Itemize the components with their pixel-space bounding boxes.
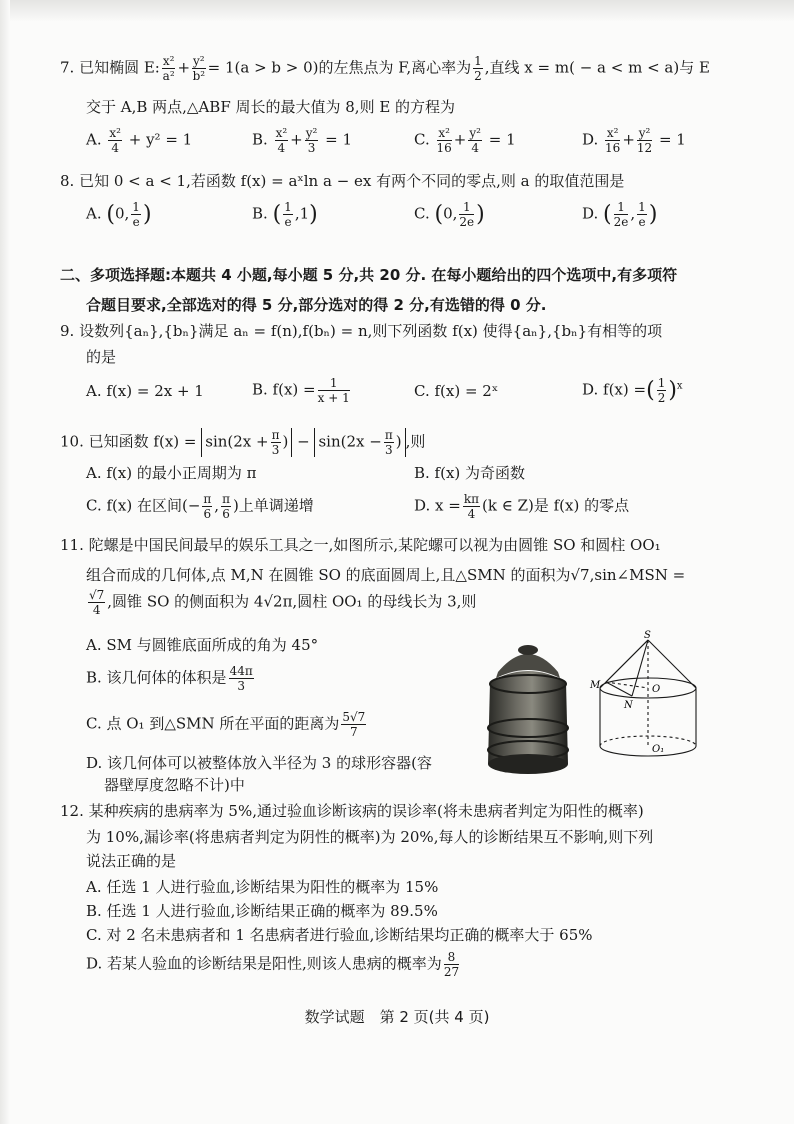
q10-abs1-num: π xyxy=(271,428,280,442)
q7-opt-b-label: B. xyxy=(252,130,268,149)
q10-option-c xyxy=(86,492,314,521)
q10-abs2-text: sin(2x − xyxy=(318,432,382,451)
q11-option-d-line2: 器壁厚度忽略不计)中 xyxy=(104,776,245,794)
q10-opt-c-frac1 xyxy=(202,492,212,521)
q12-line3: 说法正确的是 xyxy=(86,852,177,870)
q9-opt-b-frac xyxy=(318,376,350,405)
q11-sin-frac xyxy=(88,588,105,617)
q7-option-d: D. $\frac{\text{x²}}{16}$ + $\frac{\text{y²}}{12}$ = 1 xyxy=(582,126,686,155)
q11-option-d-line1: D. 该几何体可以被整体放入半径为 3 的球形容器(容 xyxy=(86,754,432,772)
q7-opt-c-yden: 4 xyxy=(471,141,479,155)
q10-abs1: sin(2x + $\frac{\pi}{3}$ ) xyxy=(201,428,292,457)
q7-opt-d-xden: 16 xyxy=(605,141,621,155)
q10-abs1-frac xyxy=(271,428,281,457)
q7-opt-d-frac-y xyxy=(637,126,652,155)
q12-option-a: A. 任选 1 人进行验血,诊断结果为阳性的概率为 15% xyxy=(86,878,439,896)
cone-cylinder-diagram xyxy=(588,630,708,768)
q9-opt-d-exp: x xyxy=(676,380,683,392)
q7-opt-b-frac-x xyxy=(275,126,289,155)
q11-number: 11. xyxy=(60,536,84,554)
q7-opt-c-frac-y xyxy=(468,126,482,155)
q8-opt-c-num: 1 xyxy=(459,200,474,215)
section-2-header-line2: 合题目要求,全部选对的得 5 分,部分选对的得 2 分,有选错的得 0 分. xyxy=(86,296,547,314)
q7-eq-x-num: x² xyxy=(162,54,175,68)
q11-opt-c-frac xyxy=(341,710,366,739)
q10-opt-d-frac xyxy=(463,492,480,521)
q11-opt-b-frac xyxy=(229,664,254,693)
q7-opt-c-ynum: y² xyxy=(469,126,481,140)
q12-opt-d-pre: D. 若某人验血的诊断结果是阳性,则该人患病的概率为 xyxy=(86,954,442,973)
q8-opt-a-pre: 0, xyxy=(114,204,130,223)
q10-abs2-frac xyxy=(384,428,394,457)
q7-opt-a-rest: + y² = 1 xyxy=(128,130,193,149)
q9-line1 xyxy=(60,322,662,341)
q10-stem: 10. 已知函数 f(x) = sin(2x + $\frac{\pi}{3}$ ) − sin(2x − $\frac{\pi}{3}$ ) ,则 xyxy=(60,428,426,457)
q10-abs2: sin(2x − $\frac{\pi}{3}$ ) xyxy=(314,428,405,457)
q11-sin-num: √7 xyxy=(89,588,105,602)
diagram-label-o: O xyxy=(652,684,661,695)
q7-opt-c-rest: = 1 xyxy=(488,130,516,149)
q7-option-c: C. $\frac{\text{x²}}{16}$ + $\frac{\text{y²}}{4}$ = 1 xyxy=(414,126,516,155)
q12-line1-text: 某种疾病的患病率为 5%,通过验血诊断该病的误诊率(将未患病者判定为阳性的概率) xyxy=(88,802,644,820)
q10-abs1-text: sin(2x + xyxy=(205,432,269,451)
q10-opt-d-post: (k ∈ Z)是 f(x) 的零点 xyxy=(482,496,630,515)
q8-opt-c-open: ( xyxy=(434,201,444,227)
q8-opt-d-open: ( xyxy=(603,201,612,227)
q9-opt-d-frac xyxy=(657,376,667,405)
q8-opt-b-den: e xyxy=(284,215,292,229)
q9-opt-d-num: 1 xyxy=(657,376,666,390)
q8-opt-b-label: B. xyxy=(252,204,268,223)
q7-stem-b: = 1(a > b > 0)的左焦点为 F,离心率为 xyxy=(207,58,472,77)
q7-eq-y-num: y² xyxy=(193,54,205,68)
q8-opt-d-frac2 xyxy=(637,200,647,229)
q8-opt-d-close: ) xyxy=(648,201,658,227)
q7-ecc-fraction xyxy=(473,54,483,83)
q9-line1-text: 设数列{aₙ},{bₙ}满足 aₙ = f(n),f(bₙ) = n,则下列函数 f(x) 使得{aₙ},{bₙ}有相等的项 xyxy=(79,322,663,340)
q10-opt-d-num: kπ xyxy=(463,492,479,506)
q10-abs1-den: 3 xyxy=(271,443,280,457)
q7-opt-d-rest: = 1 xyxy=(658,130,686,149)
q8-opt-a-num: 1 xyxy=(132,200,140,214)
q7-number: 7. xyxy=(60,58,75,77)
q8-opt-b-frac xyxy=(283,200,293,229)
q11-opt-c-num: 5√7 xyxy=(342,710,366,724)
q9-line2: 的是 xyxy=(86,348,117,366)
q8-opt-c-frac xyxy=(459,200,474,229)
q8-option-a xyxy=(86,200,152,229)
diagram-label-o1: O₁ xyxy=(652,744,665,755)
q12-opt-d-num: 8 xyxy=(444,950,459,965)
q11-line3-text: ,圆锥 SO 的侧面积为 4√2π,圆柱 OO₁ 的母线长为 3,则 xyxy=(107,592,477,611)
q8-opt-c-label: C. xyxy=(414,204,430,223)
q7-opt-b-xnum: x² xyxy=(275,126,288,140)
q7-opt-d-xnum: x² xyxy=(606,126,619,140)
q11-line1 xyxy=(60,536,661,555)
q7-opt-d-yden: 12 xyxy=(636,141,653,155)
q7-opt-a-frac xyxy=(108,126,122,155)
q12-number: 12. xyxy=(60,802,84,820)
q7-opt-d-ynum: y² xyxy=(638,126,651,140)
q7-line1: 7. 已知椭圆 E: $\frac{\text{x²}}{\text{a²}}$ + $\frac{\text{y²}}{\text{b²}}$ = 1(a > b > 0)的左焦点为 F,离心率为 $\frac{1}{2}$ ,直线 x = m( − a < m < a)与 E xyxy=(60,54,710,83)
q8-opt-d-num2: 1 xyxy=(638,200,646,214)
q10-option-b: B. f(x) 为奇函数 xyxy=(414,464,526,482)
q11-option-c xyxy=(86,710,368,739)
q12-line2: 为 10%,漏诊率(将患病者判定为阴性的概率)为 20%,每人的诊断结果互不影响,则下列 xyxy=(86,828,654,846)
q11-opt-b-pre: B. 该几何体的体积是 xyxy=(86,668,227,687)
q10-opt-c-post: )上单调递增 xyxy=(232,496,314,515)
q11-option-a: A. SM 与圆锥底面所成的角为 45° xyxy=(86,636,319,654)
q10-opt-c-num1: π xyxy=(203,492,212,506)
q9-opt-b-pre: B. f(x) = xyxy=(252,380,316,399)
q7-opt-a-num: x² xyxy=(109,126,121,140)
q8-opt-d-num1: 1 xyxy=(614,200,629,215)
q10-opt-d-pre: D. x = xyxy=(414,496,461,515)
q8-stem xyxy=(60,172,624,191)
section-2-header-line1: 二、多项选择题:本题共 4 小题,每小题 5 分,共 20 分. 在每小题给出的四个选项中,有多项符 xyxy=(60,266,678,284)
page-footer: 数学试题 第 2 页(共 4 页) xyxy=(304,1008,490,1026)
q7-opt-c-xnum: x² xyxy=(438,126,450,140)
q10-opt-c-num2: π xyxy=(222,492,230,506)
q7-eq-y-den: b² xyxy=(192,69,206,83)
q7-stem-a: 已知椭圆 E: xyxy=(79,58,160,77)
q7-option-a xyxy=(86,126,192,155)
q7-opt-b-rest: = 1 xyxy=(325,130,352,149)
q10-number: 10. xyxy=(60,432,84,451)
q9-opt-b-num: 1 xyxy=(318,376,350,391)
q10-opt-c-frac2 xyxy=(221,492,231,521)
q7-opt-b-xden: 4 xyxy=(277,141,286,155)
q10-option-d xyxy=(414,492,629,521)
q10-stem-pre: 已知函数 f(x) = xyxy=(88,432,197,451)
q8-opt-b-close: ) xyxy=(309,201,318,227)
q7-opt-d-frac-x xyxy=(605,126,620,155)
q10-abs2-num: π xyxy=(384,428,393,442)
q12-line1 xyxy=(60,802,644,821)
q7-opt-d-label: D. xyxy=(582,130,599,149)
q7-opt-c-frac-x xyxy=(437,126,452,155)
q9-option-a: A. f(x) = 2x + 1 xyxy=(86,382,204,400)
q11-line3 xyxy=(86,588,476,617)
q9-option-b xyxy=(252,376,352,405)
q10-opt-d-den: 4 xyxy=(467,507,476,521)
q7-line2: 交于 A,B 两点,△ABF 周长的最大值为 8,则 E 的方程为 xyxy=(86,98,456,116)
q10-opt-c-den1: 6 xyxy=(203,507,212,521)
q11-opt-c-den: 7 xyxy=(350,725,358,739)
q8-opt-a-frac xyxy=(131,200,141,229)
spinning-top-icon xyxy=(468,632,588,778)
q8-option-b xyxy=(252,200,318,229)
diagram-label-n: N xyxy=(624,700,633,711)
q9-opt-d-pre: D. f(x) = xyxy=(582,380,647,399)
q9-opt-b-den: x + 1 xyxy=(317,391,350,405)
q8-opt-b-open: ( xyxy=(272,201,282,227)
q7-opt-b-frac-y xyxy=(305,126,319,155)
q7-eq-x-fraction xyxy=(162,54,176,83)
q8-opt-d-frac1 xyxy=(614,200,629,229)
q7-opt-c-xden: 16 xyxy=(436,141,452,155)
q8-opt-b-post: ,1 xyxy=(294,204,310,223)
q7-ecc-den: 2 xyxy=(474,69,482,83)
q8-opt-b-num: 1 xyxy=(284,200,292,214)
q12-option-b: B. 任选 1 人进行验血,诊断结果正确的概率为 89.5% xyxy=(86,902,438,920)
q11-option-b xyxy=(86,664,256,693)
q7-opt-a-label: A. xyxy=(86,130,102,149)
q7-eq-x-den: a² xyxy=(162,69,175,83)
q8-opt-a-den: e xyxy=(132,215,140,229)
q8-opt-c-pre: 0, xyxy=(443,204,458,223)
q11-opt-b-num: 44π xyxy=(229,664,253,678)
q7-opt-b-ynum: y² xyxy=(305,126,318,140)
q7-eq-y-fraction xyxy=(192,54,206,83)
q7-stem-c: ,直线 x = m( − a < m < a)与 E xyxy=(484,58,710,77)
q11-sin-den: 4 xyxy=(92,603,101,617)
q8-stem-text: 已知 0 < a < 1,若函数 f(x) = aˣln a − ex 有两个不同的零点,则 a 的取值范围是 xyxy=(79,172,625,190)
q8-opt-d-den2: e xyxy=(638,215,646,229)
q8-opt-c-den: 2e xyxy=(459,215,475,229)
q10-opt-c-mid: , xyxy=(214,496,220,515)
diagram-label-m: M xyxy=(590,680,601,691)
q8-opt-a-open: ( xyxy=(106,201,115,227)
q10-option-a: A. f(x) 的最小正周期为 π xyxy=(86,464,257,482)
q8-opt-c-close: ) xyxy=(476,201,485,227)
q8-opt-a-close: ) xyxy=(142,201,152,227)
q8-opt-a-label: A. xyxy=(86,204,102,223)
q8-option-c xyxy=(414,200,485,229)
q11-line2: 组合而成的几何体,点 M,N 在圆锥 SO 的底面圆周上,且△SMN 的面积为√7,sin∠MSN = xyxy=(86,566,686,584)
q10-stem-post: ,则 xyxy=(405,432,426,451)
spinning-top-photo xyxy=(468,632,588,778)
q9-opt-d-den: 2 xyxy=(657,391,666,405)
q12-opt-d-frac xyxy=(444,950,459,979)
q11-opt-b-den: 3 xyxy=(237,679,245,693)
q12-option-c: C. 对 2 名未患病者和 1 名患病者进行验血,诊断结果均正确的概率大于 65% xyxy=(86,926,593,944)
q10-opt-c-pre: C. f(x) 在区间(− xyxy=(86,496,201,515)
q10-abs2-den: 3 xyxy=(384,443,393,457)
q10-opt-c-den2: 6 xyxy=(222,507,230,521)
q7-opt-a-den: 4 xyxy=(111,141,119,155)
q11-line1-text: 陀螺是中国民间最早的娱乐工具之一,如图所示,某陀螺可以视为由圆锥 SO 和圆柱 OO₁ xyxy=(88,536,661,554)
q8-opt-d-label: D. xyxy=(582,204,599,223)
q7-option-b: B. $\frac{\text{x²}}{4}$ + $\frac{\text{y²}}{3}$ = 1 xyxy=(252,126,352,155)
q12-opt-d-den: 27 xyxy=(443,965,460,979)
q8-opt-d-den1: 2e xyxy=(613,215,629,229)
q7-ecc-num: 1 xyxy=(474,54,482,68)
q9-option-c: C. f(x) = 2ˣ xyxy=(414,382,499,400)
q9-number: 9. xyxy=(60,322,75,340)
q7-opt-c-label: C. xyxy=(414,130,430,149)
q8-number: 8. xyxy=(60,172,75,190)
scan-shadow-top xyxy=(0,0,794,22)
cone-cylinder-svg xyxy=(588,630,708,768)
q11-opt-c-pre: C. 点 O₁ 到△SMN 所在平面的距离为 xyxy=(86,714,340,733)
q12-option-d xyxy=(86,950,461,979)
diagram-label-s: S xyxy=(644,630,651,641)
scan-shadow-left xyxy=(0,0,10,1124)
q8-option-d: D. ( $\frac{1}{2e}$ , $\frac{1}{e}$ ) xyxy=(582,200,658,229)
q7-opt-b-yden: 3 xyxy=(307,141,316,155)
q9-option-d: D. f(x) =( $\frac{1}{2}$ )$^x$ xyxy=(582,376,683,405)
